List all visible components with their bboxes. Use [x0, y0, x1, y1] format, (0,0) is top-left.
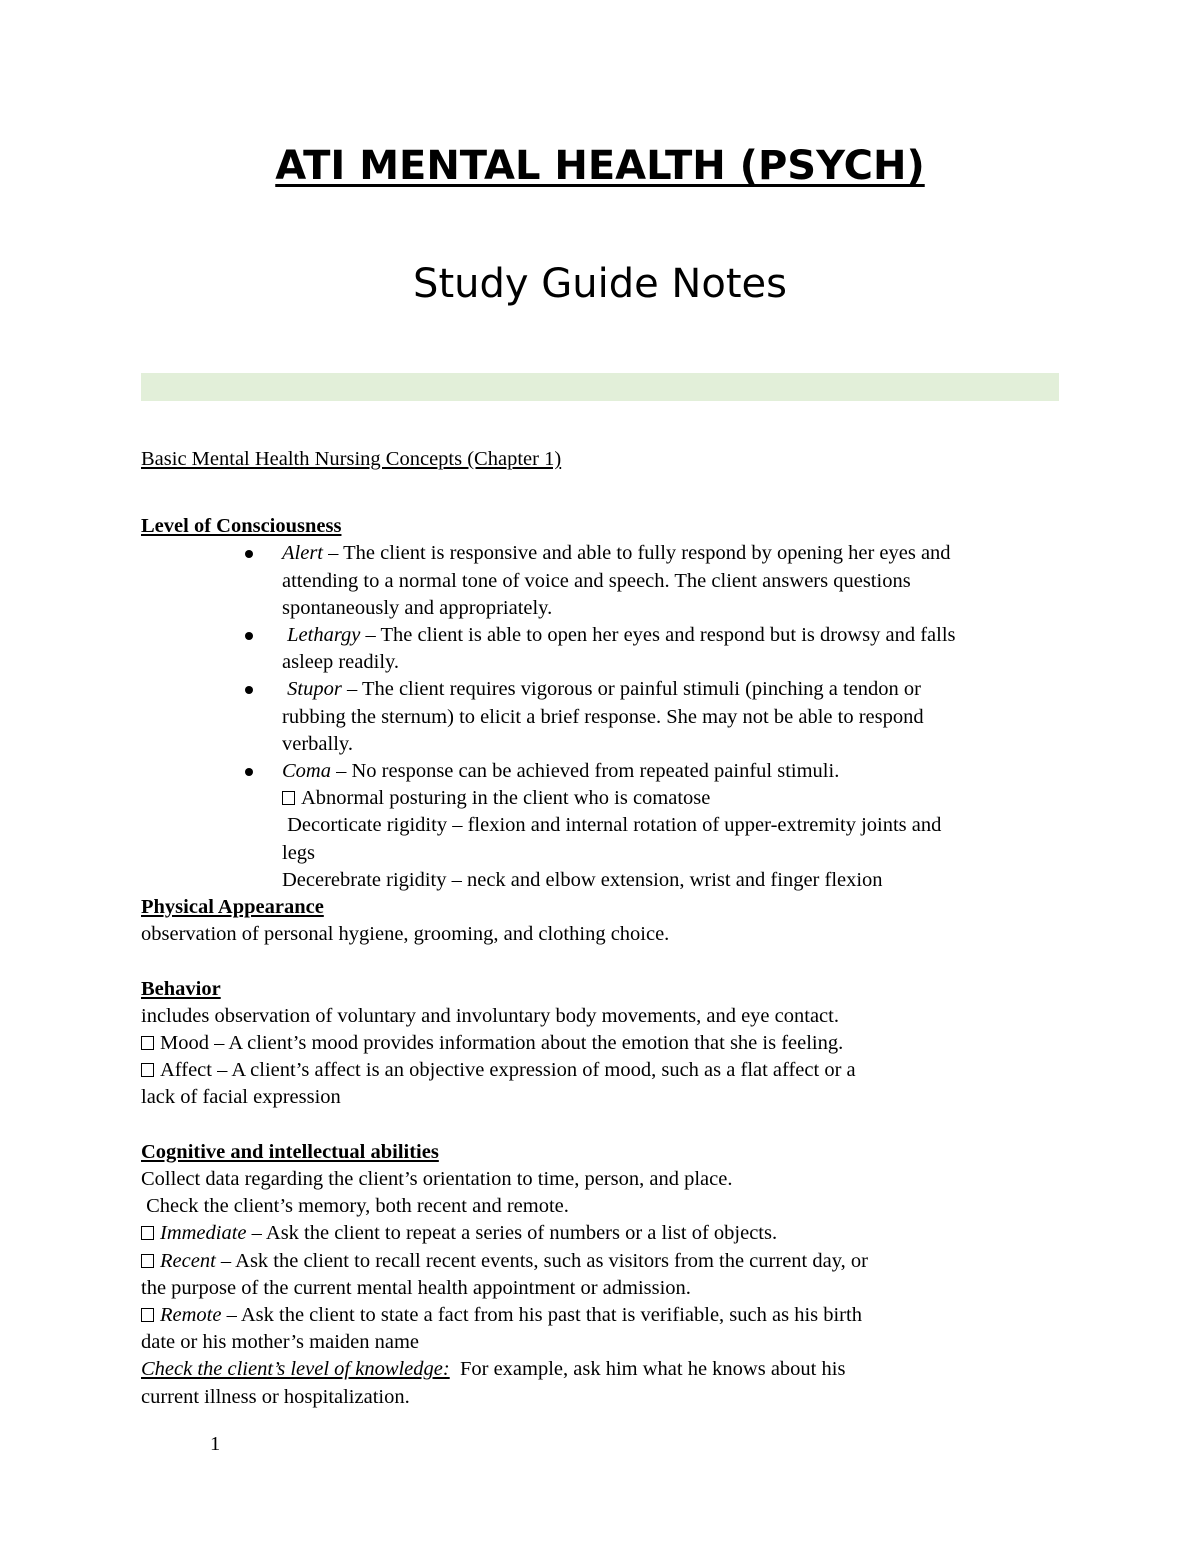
- bullet-icon: [245, 550, 253, 558]
- list-item: [141, 622, 1059, 676]
- document-body: [141, 446, 1059, 1411]
- page-number: 1: [210, 1433, 221, 1455]
- checkbox-icon: [141, 1226, 154, 1240]
- lethargy-text: asleep readily.: [282, 651, 400, 674]
- checkbox-icon: [282, 791, 295, 805]
- stupor-term: Stupor: [287, 678, 342, 701]
- decorticate-text: legs: [282, 841, 316, 864]
- consciousness-heading: Level of Consciousness: [141, 515, 342, 538]
- decorticate-text: Decorticate rigidity – flexion and internal rotation of upper-extremity joints and: [287, 814, 942, 837]
- physical-text: observation of personal hygiene, grooming, and clothing choice.: [141, 923, 670, 946]
- memory-text: Check the client’s memory, both recent and remote.: [146, 1195, 569, 1218]
- recent-text: – Ask the client to recall recent events, such as visitors from the current day, or: [220, 1249, 868, 1272]
- bullet-icon: [245, 686, 253, 694]
- document-subtitle: Study Guide Notes: [413, 261, 787, 307]
- decerebrate-text: Decerebrate rigidity – neck and elbow extension, wrist and finger flexion: [282, 868, 883, 891]
- bullet-icon: [245, 632, 253, 640]
- orientation-text: Collect data regarding the client’s orientation to time, person, and place.: [141, 1168, 733, 1191]
- shaded-divider: [141, 373, 1059, 401]
- knowledge-text: For example, ask him what he knows about his: [459, 1358, 846, 1381]
- coma-term: Coma: [282, 760, 331, 783]
- alert-text: spontaneously and appropriately.: [282, 596, 553, 619]
- recent-term: Recent: [160, 1249, 216, 1272]
- mood-text: Mood – A client’s mood provides information about the emotion that she is feeling.: [160, 1032, 844, 1055]
- alert-text: attending to a normal tone of voice and speech. The client answers questions: [282, 569, 911, 592]
- document-title: ATI MENTAL HEALTH (PSYCH): [275, 143, 925, 189]
- list-item: [141, 676, 1059, 758]
- physical-heading: Physical Appearance: [141, 896, 324, 919]
- remote-text: – Ask the client to state a fact from his past that is verifiable, such as his birth: [226, 1304, 862, 1327]
- chapter-heading: Basic Mental Health Nursing Concepts (Chapter 1): [141, 448, 562, 470]
- lethargy-term: Lethargy: [287, 624, 361, 647]
- alert-term: Alert: [282, 542, 323, 565]
- cognitive-heading: Cognitive and intellectual abilities: [141, 1140, 439, 1163]
- lethargy-text: – The client is able to open her eyes and respond but is drowsy and falls: [365, 624, 956, 647]
- immediate-text: – Ask the client to repeat a series of numbers or a list of objects.: [251, 1222, 778, 1245]
- bullet-icon: [245, 768, 253, 776]
- behavior-heading: Behavior: [141, 977, 221, 1000]
- list-item: [141, 540, 1059, 622]
- coma-text: – No response can be achieved from repeated painful stimuli.: [336, 760, 840, 783]
- list-item: [141, 758, 1059, 785]
- checkbox-icon: [141, 1308, 154, 1322]
- stupor-text: rubbing the sternum) to elicit a brief response. She may not be able to respond: [282, 705, 924, 728]
- stupor-text: verbally.: [282, 732, 353, 755]
- checkbox-icon: [141, 1254, 154, 1268]
- alert-text: – The client is responsive and able to fully respond by opening her eyes and: [328, 542, 951, 565]
- affect-text: lack of facial expression: [141, 1086, 341, 1109]
- immediate-term: Immediate: [160, 1222, 247, 1245]
- coma-details: [141, 785, 1059, 894]
- behavior-text: includes observation of voluntary and involuntary body movements, and eye contact.: [141, 1004, 839, 1027]
- knowledge-text: current illness or hospitalization.: [141, 1385, 410, 1408]
- remote-term: Remote: [160, 1304, 222, 1327]
- posturing-text: Abnormal posturing in the client who is comatose: [301, 787, 711, 810]
- remote-text: date or his mother’s maiden name: [141, 1331, 420, 1354]
- knowledge-label: Check the client’s level of knowledge:: [141, 1358, 450, 1381]
- checkbox-icon: [141, 1063, 154, 1077]
- affect-text: Affect – A client’s affect is an objective expression of mood, such as a flat affect or a: [160, 1059, 856, 1082]
- recent-text: the purpose of the current mental health appointment or admission.: [141, 1276, 691, 1299]
- consciousness-list: [141, 540, 1059, 785]
- checkbox-icon: [141, 1036, 154, 1050]
- stupor-text: – The client requires vigorous or painful stimuli (pinching a tendon or: [346, 678, 922, 701]
